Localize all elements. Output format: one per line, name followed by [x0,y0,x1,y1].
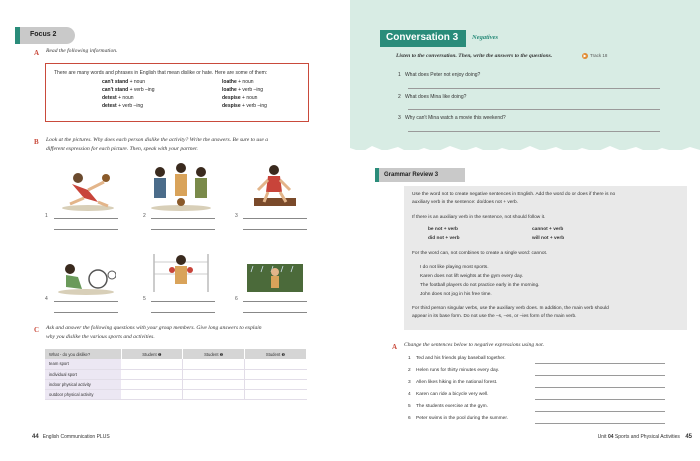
table-row [45,359,307,369]
grammar-rule: be not + verb [428,227,458,232]
focus-tab-accent [15,27,20,44]
unit-label: Unit [597,434,607,440]
conversation-title: Conversation 3 [380,30,466,47]
grammar-review-box [404,186,687,330]
dislike-info-box [45,63,309,122]
answer-line[interactable] [54,312,118,313]
table-row-label: outdoor physical activity [45,389,121,399]
answer-line[interactable] [54,229,118,230]
answer-line[interactable] [151,312,215,313]
table-cell[interactable] [245,379,307,389]
play-icon[interactable]: ▶ [583,53,587,58]
grammar-paragraph-3: For the word can, not combines to create a single word: cannot. [412,251,548,256]
answer-line[interactable] [243,312,307,313]
answer-line[interactable] [54,218,118,219]
answer-line[interactable] [54,301,118,302]
table-header: What - do you dislike? [45,349,121,359]
grammar-rule: did not + verb [428,236,460,241]
table-row [45,369,307,379]
book-title: English Communication PLUS [42,434,110,440]
grammar-paragraph-2: If there is an auxiliary verb in the sentence, not should follow it. [412,215,546,220]
section-a-instruction: Read the following information. [46,48,118,54]
table-cell[interactable] [183,369,245,379]
conversation-subtitle: Negatives [472,34,498,41]
sentence-item: 3 Allen likes hiking in the national forest. [408,380,498,385]
table-row-label: indoor physical activity [45,379,121,389]
answer-line[interactable] [151,229,215,230]
page-number: 44 [32,434,39,440]
question-item: 3 Why can't Mina watch a movie this weekend? [398,115,506,121]
phrase-item: loathe + verb –ing [222,87,264,93]
grammar-rule: will not + verb [532,236,565,241]
sentence-answer-line[interactable] [535,363,665,364]
table-header: Student ❷ [183,349,245,359]
grammar-tab-accent [375,168,379,182]
grammar-example: Karen does not lift weights at the gym every day. [420,274,524,279]
grammar-title: Grammar Review 3 [384,172,439,178]
track-label: Track 18 [590,53,608,59]
grammar-example: I do not like playing most sports. [420,265,489,270]
left-footer [32,434,110,440]
grammar-example: John does not jog in his free time. [420,292,492,297]
answer-number: 3 [235,213,238,219]
answer-number: 4 [45,296,48,302]
negative-instruction: Change the sentences below to negative expressions using not. [404,342,545,348]
focus-tab [15,27,75,44]
table-row-label: team sport [45,359,121,369]
phrase-item: loathe + noun [222,79,254,85]
grammar-paragraph-1: Use the word not to create negative sentences in English. Add the word do or does if there is no auxiliary verb in the sentence: do/does not + verb. [412,192,616,205]
answer-number: 1 [45,213,48,219]
answer-line[interactable] [243,301,307,302]
answer-number: 6 [235,296,238,302]
grammar-example: The football players do not practice early in the morning. [420,283,540,288]
sentence-item: 5 The students exercise at the gym. [408,404,488,409]
table-cell[interactable] [183,359,245,369]
answer-number: 5 [143,296,146,302]
table-cell[interactable] [245,369,307,379]
picture-5-boxing-ring [150,248,212,296]
sentence-item: 4 Karen can ride a bicycle very well. [408,392,489,397]
sentence-item: 6 Peter swims in the pool during the summer. [408,416,508,421]
question-item: 2 What does Mina like doing? [398,94,467,100]
table-cell[interactable] [121,359,183,369]
section-b-letter: B [34,138,39,146]
info-intro: There are many words and phrases in English that mean dislike or hate. Here are some of them: [54,70,268,76]
right-page [350,0,700,461]
sentence-item: 1 Ted and his friends play baseball together. [408,356,506,361]
section-a-letter: A [34,49,40,57]
picture-4-bicycle-fall [56,255,116,295]
grammar-paragraph-4: For third person singular verbs, use the auxiliary verb does. In addition, the main verb should appear in its base form. Do not use the –s, –es, or –ies form of the main verb. [412,306,609,319]
picture-3-weight-lifting [246,162,304,212]
sentence-answer-line[interactable] [535,399,665,400]
phrase-item: can't stand + verb –ing [102,87,155,93]
table-cell[interactable] [183,379,245,389]
section-b-instruction-1: Look at the pictures. Why does each person dislike the activity? Write the answers. Be sure to use a [46,137,269,143]
question-answer-line[interactable] [408,109,660,110]
phrase-item: detest + verb –ing [102,103,144,109]
audio-track[interactable] [582,53,607,59]
phrase-item: despise + noun [222,95,258,101]
answer-line[interactable] [243,229,307,230]
table-header: Student ❶ [121,349,183,359]
table-header: Student ❸ [245,349,307,359]
table-cell[interactable] [245,389,307,399]
picture-1-football-fall [58,168,116,212]
table-cell[interactable] [121,389,183,399]
answer-line[interactable] [151,301,215,302]
phrase-item: despise + verb –ing [222,103,267,109]
focus-label: Focus 2 [30,31,57,38]
question-answer-line[interactable] [408,131,660,132]
section-c-instruction-2: why you dislike the various sports and activities. [46,334,155,340]
sentence-item: 2 Helen runs for thirty minutes every day. [408,368,500,373]
answer-line[interactable] [243,218,307,219]
table-cell[interactable] [245,359,307,369]
section-c-letter: C [34,326,40,334]
sentence-answer-line[interactable] [535,375,665,376]
section-b-instruction-2: different expression for each picture. Then, speak with your partner. [46,146,198,152]
sentence-answer-line[interactable] [535,387,665,388]
unit-number: 04 [607,434,614,440]
phrase-item: can't stand + noun [102,79,146,85]
phrase-item: detest + noun [102,95,134,101]
answer-line[interactable] [151,218,215,219]
torn-paper-edge [350,140,700,160]
page-number: 45 [685,434,692,440]
question-item: 1 What does Peter not enjoy doing? [398,72,481,78]
table-cell[interactable] [183,389,245,399]
section-c-instruction-1: Ask and answer the following questions with your group members. Give long answers to explain [46,325,262,331]
unit-title: Sports and Physical Activities [614,434,680,440]
table-row [45,379,307,389]
section-a-letter: A [392,343,398,351]
table-header-row [45,349,307,359]
table-cell[interactable] [121,379,183,389]
sentence-answer-line[interactable] [535,411,665,412]
picture-2-team-huddle [148,160,214,212]
table-row [45,389,307,399]
picture-6-golf-rain [245,258,305,294]
table-cell[interactable] [121,369,183,379]
question-answer-line[interactable] [408,88,660,89]
dislike-survey-table [45,349,307,400]
right-footer [598,434,692,440]
sentence-answer-line[interactable] [535,423,665,424]
answer-number: 2 [143,213,146,219]
grammar-rule: cannot + verb [532,227,564,232]
grammar-tab [375,168,465,182]
table-row-label: individual sport [45,369,121,379]
conversation-instruction: Listen to the conversation. Then, write the answers to the questions. [396,53,553,59]
